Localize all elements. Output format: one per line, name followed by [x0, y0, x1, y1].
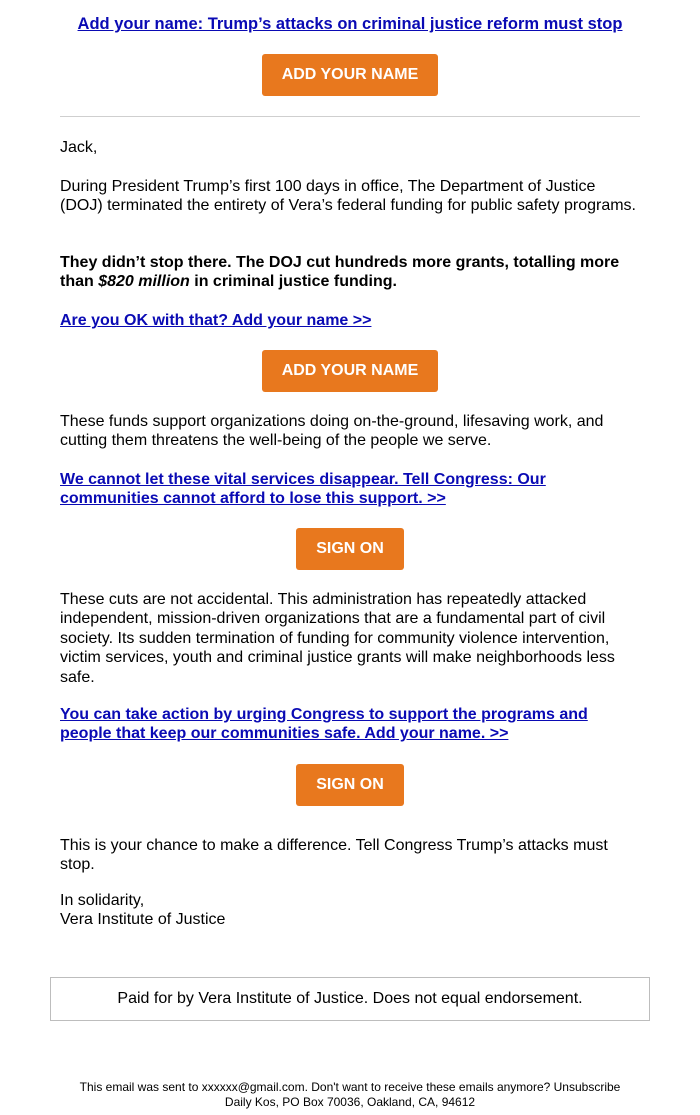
add-your-name-button[interactable]: ADD YOUR NAME: [262, 350, 438, 392]
sent-to-line: [0, 1080, 700, 1095]
header-add-your-name-button[interactable]: ADD YOUR NAME: [262, 54, 438, 96]
greeting: Jack,: [60, 139, 98, 156]
divider: [60, 116, 640, 117]
sign-on-button-1[interactable]: SIGN ON: [296, 528, 404, 570]
cta-link-take-action[interactable]: You can take action by urging Congress to support the programs and people that keep our communities safe. Add your name. >>: [60, 706, 588, 743]
cta-link-2-wrap: [60, 470, 640, 509]
paragraph-cuts-not-accidental: These cuts are not accidental. This administration has repeatedly attacked independent, mission-driven organizations that are a fundamental part of civil society. Its sudden termination of funding for community violence intervention, victim services, youth and criminal justice grants will make neighborhoods less safe.: [60, 591, 615, 686]
paragraph-grants-cut-text: They didn’t stop there. The DOJ cut hundreds more grants, totalling more than: [60, 254, 620, 291]
unsubscribe-link[interactable]: Unsubscribe: [553, 1080, 621, 1094]
funding-amount: $820 million: [98, 273, 190, 291]
header-petition-link[interactable]: Add your name: Trump’s attacks on criminal justice reform must stop: [77, 15, 623, 33]
paragraph-your-chance: This is your chance to make a difference. Tell Congress Trump’s attacks must stop.: [60, 837, 608, 874]
signoff: In solidarity,: [60, 892, 145, 909]
sent-to-text: This email was sent to xxxxxx@gmail.com. Don't want to receive these emails anymore?: [79, 1080, 554, 1094]
signature: Vera Institute of Justice: [60, 911, 226, 928]
cta-link-1-wrap: [60, 311, 640, 330]
mailing-address: Daily Kos, PO Box 70036, Oakland, CA, 94612: [224, 1095, 476, 1109]
disclaimer-text: Paid for by Vera Institute of Justice. Does not equal endorsement.: [117, 990, 583, 1007]
cta-link-tell-congress[interactable]: We cannot let these vital services disappear. Tell Congress: Our communities cannot afford to lose this support. >>: [60, 471, 546, 508]
cta-link-3-wrap: [60, 705, 640, 744]
sign-on-button-2[interactable]: SIGN ON: [296, 764, 404, 806]
cta-link-ok-with-that[interactable]: Are you OK with that? Add your name >>: [60, 312, 372, 329]
paragraph-grants-cut: [60, 253, 640, 292]
paragraph-grants-cut-text-end: in criminal justice funding.: [189, 273, 397, 291]
disclaimer-box: [50, 977, 650, 1021]
header-petition-link-wrap: [0, 14, 700, 34]
paragraph-funds-support: These funds support organizations doing on-the-ground, lifesaving work, and cutting them threatens the well-being of the people we serve.: [60, 413, 604, 450]
paragraph-funding-terminated: During President Trump’s first 100 days in office, The Department of Justice (DOJ) terminated the entirety of Vera’s federal funding for public safety programs.: [60, 178, 636, 215]
